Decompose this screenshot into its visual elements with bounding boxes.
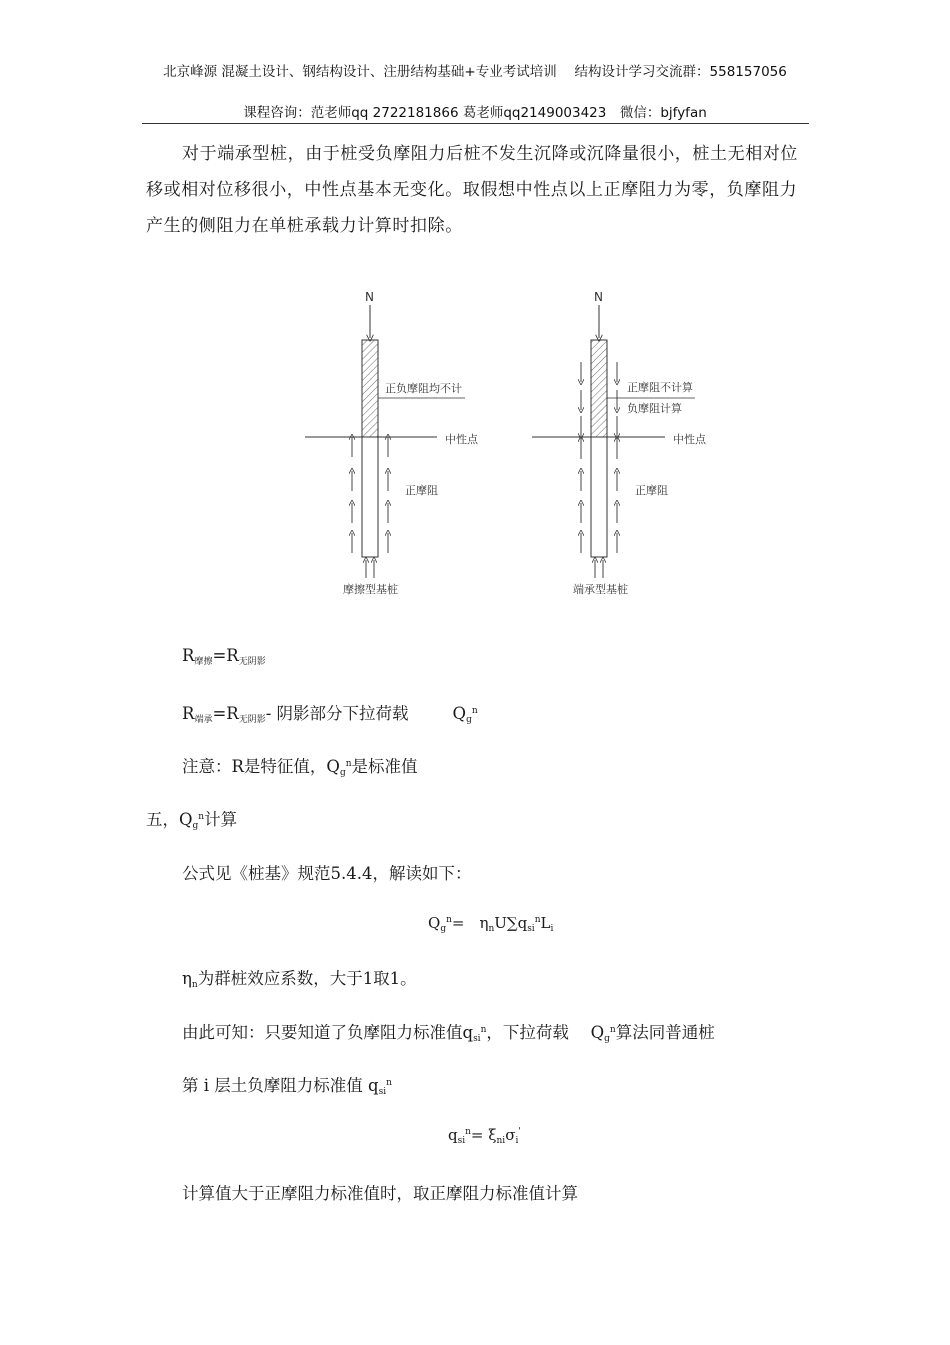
header-line-2: 课程咨询：范老师qq 2722181866 葛老师qq2149003423 微信：bjfyfan (243, 105, 707, 121)
eq-friction-pile: $R_{摩擦}=R_{无阴影}$ (182, 646, 266, 667)
left-neutral-label: 中性点 (445, 433, 478, 446)
formula-qgn: $Q_g^n=$ $\eta_nU\sum q_{si}^nL_i$ (428, 914, 554, 934)
end-bearing-pile-figure (532, 290, 707, 596)
intro-paragraph: 对于端承型桩，由于桩受负摩阻力后桩不发生沉降或沉降量很小，桩土无相对位移或相对位移很小，中性点基本无变化。取假想中性点以上正摩阻力为零，负摩阻力产生的侧阻力在单桩承载力计算时扣除。 (146, 144, 798, 236)
left-pile-body (362, 437, 378, 557)
pile-diagram (0, 280, 950, 610)
left-upper-note: 正负摩阻均不计 (385, 382, 462, 395)
friction-pile-figure (305, 290, 479, 596)
eta-description: $\eta_n$为群桩效应系数，大于1取1。 (182, 969, 417, 990)
note-line: 注意：R是特征值，$Q_g^n$是标准值 (182, 757, 418, 778)
left-pile-hatched (362, 340, 378, 437)
known-line: 由此可知：只要知道了负摩阻力标准值$q_{si}^n$，下拉荷载 $Q_g^n$算法同普通桩 (182, 1023, 715, 1044)
left-caption: 摩擦型基桩 (343, 583, 398, 596)
right-caption: 端承型基桩 (573, 583, 628, 596)
header-divider (142, 123, 809, 124)
header-line-1: 北京峰源 混凝土设计、钢结构设计、注册结构基础+专业考试培训 结构设计学习交流群：558157056 (163, 64, 787, 80)
layer-line: 第 i 层土负摩阻力标准值 $q_{si}^n$ (182, 1076, 392, 1097)
right-pile-body (591, 437, 607, 557)
final-line: 计算值大于正摩阻力标准值时，取正摩阻力标准值计算 (182, 1184, 578, 1203)
formula-intro: 公式见《桩基》规范5.4.4，解读如下： (182, 864, 472, 883)
right-lower-note: 正摩阻 (635, 484, 668, 497)
right-neutral-label: 中性点 (673, 433, 706, 446)
formula-qsin: $q_{si}^n= \xi_{ni}\sigma_i'$ (448, 1126, 521, 1146)
right-note-b: 负摩阻计算 (627, 402, 682, 415)
eq-end-bearing-pile: $R_{端承}=R_{无阴影}-$ 阴影部分下拉荷载 $Q_g^n$ (182, 704, 478, 725)
left-load-label: N (365, 290, 374, 304)
right-note-a: 正摩阻不计算 (627, 381, 693, 394)
right-pile-hatched (591, 340, 607, 437)
section-5-heading: 五，$Q_g^n$计算 (146, 810, 238, 831)
left-lower-note: 正摩阻 (405, 484, 438, 497)
right-load-label: N (594, 290, 603, 304)
